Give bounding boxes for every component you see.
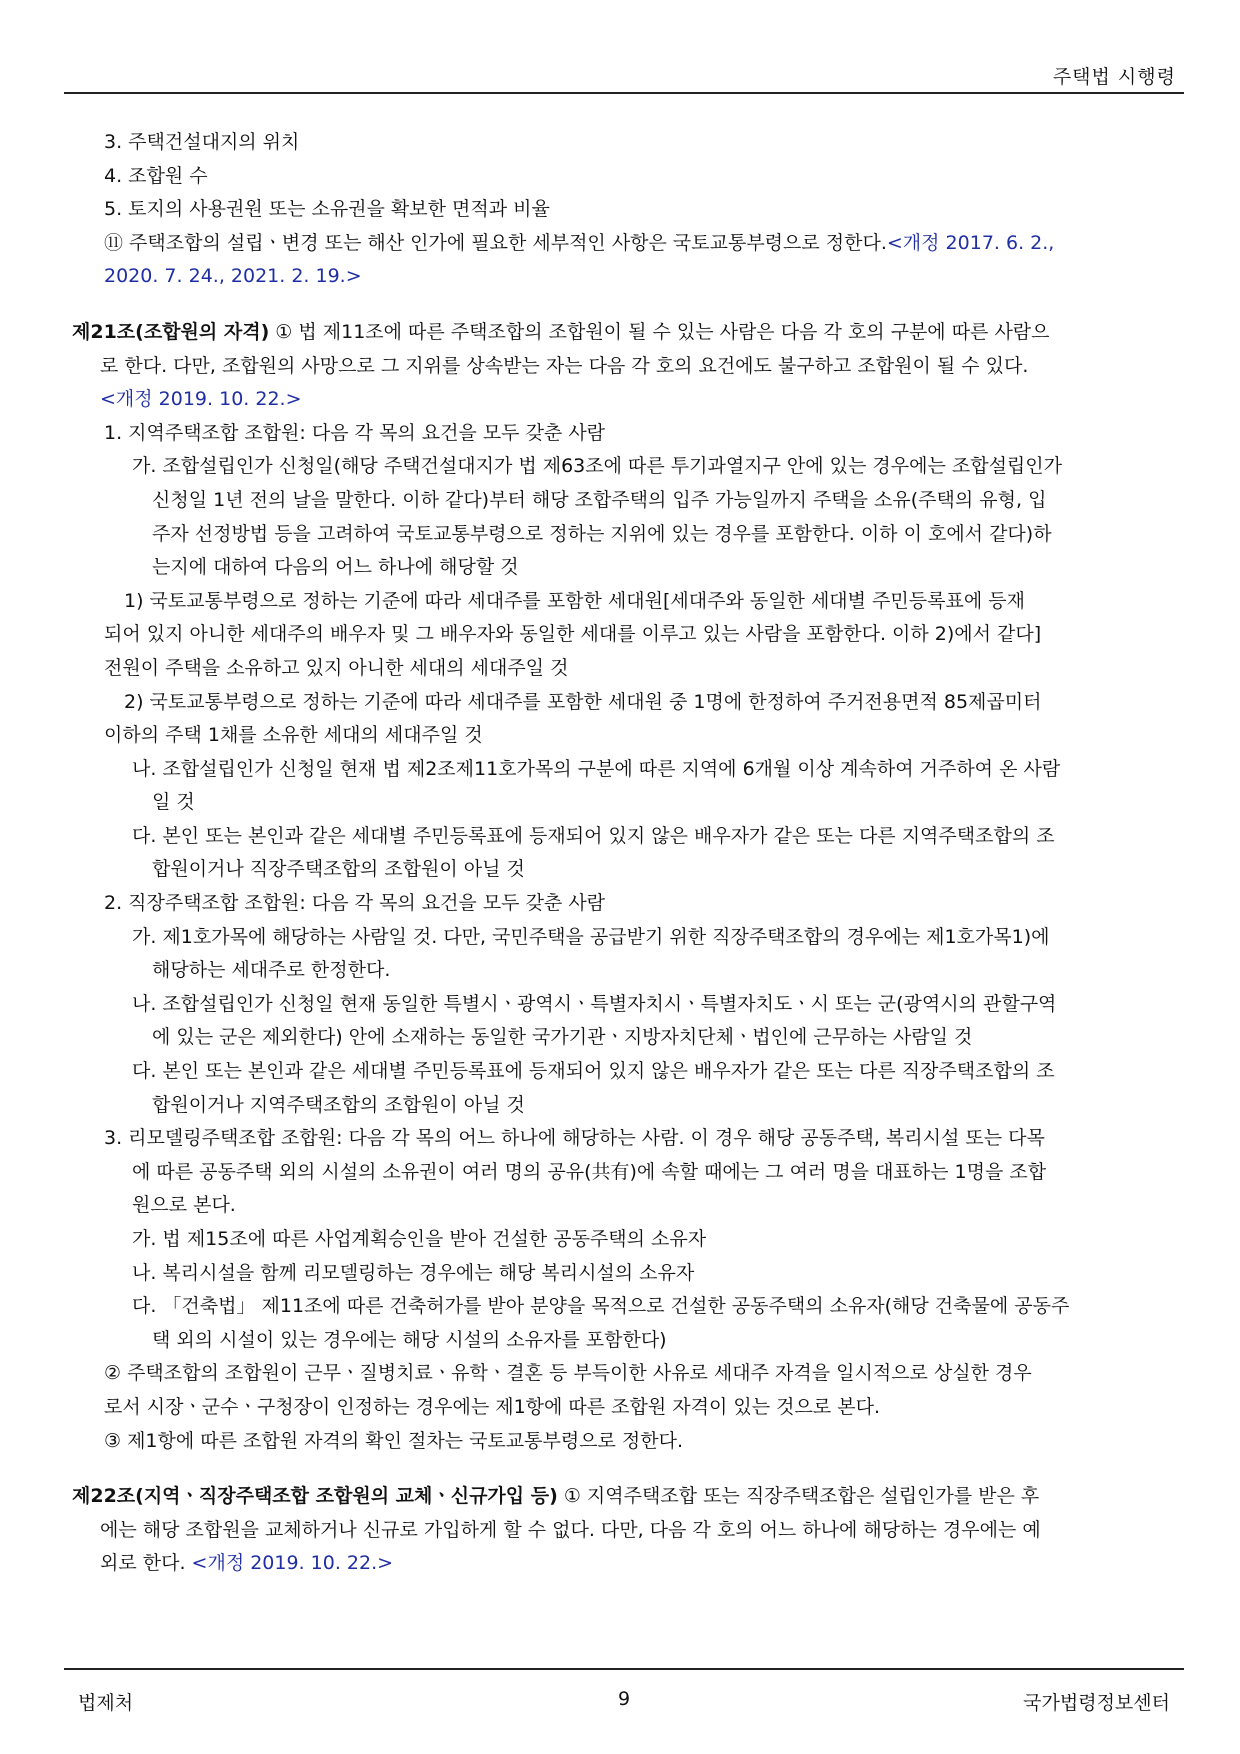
text-line: 합원이거나 직장주택조합의 조합원이 아닐 것 — [152, 858, 525, 881]
article-22-line — [72, 1480, 1182, 1514]
article-21-heading: 제21조(조합원의 자격) — [72, 320, 270, 343]
spacer — [72, 294, 1182, 316]
page-header — [64, 62, 1184, 94]
amendment-note: <개정 2019. 10. 22.> — [191, 1552, 394, 1575]
text-line: 주자 선정방법 등을 고려하여 국토교통부령으로 정하는 지위에 있는 경우를 포함한다. 이하 이 호에서 같다)하 — [152, 522, 1052, 545]
amendment-note: <개정 2017. 6. 2., — [886, 231, 1055, 254]
text-line: 택 외의 시설이 있는 경우에는 해당 시설의 소유자를 포함한다) — [152, 1328, 667, 1351]
text-line: 이하의 주택 1채를 소유한 세대의 세대주일 것 — [104, 724, 483, 747]
item-3-da: 다. 「건축법」 제11조에 따른 건축허가를 받아 분양을 목적으로 건설한 공동주택의 소유자(해당 건축물에 공동주 — [132, 1295, 1070, 1318]
document-title: 주택법 시행령 — [1052, 66, 1176, 88]
item-2-na: 나. 조합설립인가 신청일 현재 동일한 특별시ㆍ광역시ㆍ특별자치시ㆍ특별자치도ㆍ시 또는 군(광역시의 관할구역 — [132, 992, 1057, 1015]
text-line: 4. 조합원 수 — [104, 164, 208, 187]
footer-publisher: 법제처 — [78, 1692, 134, 1714]
item-1-ga: 가. 조합설립인가 신청일(해당 주택건설대지가 법 제63조에 따른 투기과열지구 안에 있는 경우에는 조합설립인가 — [132, 455, 1062, 478]
article-22-heading: 제22조(지역ㆍ직장주택조합 조합원의 교체ㆍ신규가입 등) — [72, 1485, 558, 1508]
item-1-na: 나. 조합설립인가 신청일 현재 법 제2조제11호가목의 구분에 따른 지역에 6개월 이상 계속하여 거주하여 온 사람 — [132, 757, 1061, 780]
text-line: 에 있는 군은 제외한다) 안에 소재하는 동일한 국가기관ㆍ지방자치단체ㆍ법인에 근무하는 사람일 것 — [152, 1026, 973, 1049]
sub-item-2: 2) 국토교통부령으로 정하는 기준에 따라 세대주를 포함한 세대원 중 1명에 한정하여 주거전용면적 85제곱미터 — [124, 690, 1042, 713]
article-21-line — [72, 316, 1182, 350]
text-line: 에는 해당 조합원을 교체하거나 신규로 가입하게 할 수 없다. 다만, 다음 각 호의 어느 하나에 해당하는 경우에는 예 — [100, 1518, 1041, 1541]
sub-item-1: 1) 국토교통부령으로 정하는 기준에 따라 세대주를 포함한 세대원[세대주와 동일한 세대별 주민등록표에 등재 — [124, 589, 1025, 612]
text-line: 해당하는 세대주로 한정한다. — [152, 959, 391, 982]
text-line — [72, 1547, 1182, 1581]
item-3: 3. 리모델링주택조합 조합원: 다음 각 목의 어느 하나에 해당하는 사람. 이 경우 해당 공동주택, 복리시설 또는 다목 — [104, 1127, 1045, 1150]
spacer — [72, 1458, 1182, 1480]
text-span: ⑪ 주택조합의 설립ㆍ변경 또는 해산 인가에 필요한 세부적인 사항은 국토교통부령으로 정한다. — [104, 231, 887, 254]
text-line: 는지에 대하여 다음의 어느 하나에 해당할 것 — [152, 556, 519, 579]
item-3-na: 나. 복리시설을 함께 리모델링하는 경우에는 해당 복리시설의 소유자 — [132, 1261, 695, 1284]
text-span: ① 지역주택조합 또는 직장주택조합은 설립인가를 받은 후 — [557, 1485, 1040, 1508]
item-2-ga: 가. 제1호가목에 해당하는 사람일 것. 다만, 국민주택을 공급받기 위한 직장주택조합의 경우에는 제1호가목1)에 — [132, 925, 1050, 948]
text-line: 합원이거나 지역주택조합의 조합원이 아닐 것 — [152, 1093, 525, 1116]
text-line: 3. 주택건설대지의 위치 — [104, 131, 300, 153]
text-span: 외로 한다. — [100, 1552, 192, 1575]
document-body — [72, 126, 1182, 1581]
paragraph-11 — [72, 227, 1182, 261]
footer-source: 국가법령정보센터 — [1023, 1692, 1170, 1714]
text-line: 로서 시장ㆍ군수ㆍ구청장이 인정하는 경우에는 제1항에 따른 조합원 자격이 있는 것으로 본다. — [104, 1395, 880, 1418]
item-2: 2. 직장주택조합 조합원: 다음 각 목의 요건을 모두 갖춘 사람 — [104, 892, 606, 915]
page-number: 9 — [617, 1688, 631, 1710]
paragraph-2: ② 주택조합의 조합원이 근무ㆍ질병치료ㆍ유학ㆍ결혼 등 부득이한 사유로 세대주 자격을 일시적으로 상실한 경우 — [104, 1362, 1032, 1385]
item-1: 1. 지역주택조합 조합원: 다음 각 목의 요건을 모두 갖춘 사람 — [104, 421, 606, 444]
text-line: 에 따른 공동주택 외의 시설의 소유권이 여러 명의 공유(共有)에 속할 때에는 그 여러 명을 대표하는 1명을 조합 — [132, 1160, 1047, 1183]
text-line: 되어 있지 아니한 세대주의 배우자 및 그 배우자와 동일한 세대를 이루고 있는 사람을 포함한다. 이하 2)에서 같다] — [104, 623, 1042, 646]
text-line: 일 것 — [152, 791, 195, 814]
page-footer — [64, 1668, 1184, 1714]
item-3-ga: 가. 법 제15조에 따른 사업계획승인을 받아 건설한 공동주택의 소유자 — [132, 1228, 707, 1250]
amendment-note: <개정 2019. 10. 22.> — [100, 388, 302, 411]
text-line: 5. 토지의 사용권원 또는 소유권을 확보한 면적과 비율 — [104, 198, 550, 221]
text-line: 신청일 1년 전의 날을 말한다. 이하 같다)부터 해당 조합주택의 입주 가능일까지 주택을 소유(주택의 유형, 입 — [152, 488, 1047, 511]
text-span: ① 법 제11조에 따른 주택조합의 조합원이 될 수 있는 사람은 다음 각 호의 구분에 따른 사람으 — [269, 320, 1050, 343]
item-2-da: 다. 본인 또는 본인과 같은 세대별 주민등록표에 등재되어 있지 않은 배우자가 같은 또는 다른 직장주택조합의 조 — [132, 1060, 1055, 1083]
item-1-da: 다. 본인 또는 본인과 같은 세대별 주민등록표에 등재되어 있지 않은 배우자가 같은 또는 다른 지역주택조합의 조 — [132, 824, 1055, 847]
paragraph-3: ③ 제1항에 따른 조합원 자격의 확인 절차는 국토교통부령으로 정한다. — [104, 1429, 684, 1452]
text-line: 원으로 본다. — [132, 1194, 236, 1217]
text-line: 로 한다. 다만, 조합원의 사망으로 그 지위를 상속받는 자는 다음 각 호의 요건에도 불구하고 조합원이 될 수 있다. — [100, 354, 1029, 377]
text-line: 전원이 주택을 소유하고 있지 아니한 세대의 세대주일 것 — [104, 656, 569, 679]
amendment-note: 2020. 7. 24., 2021. 2. 19.> — [104, 265, 362, 288]
